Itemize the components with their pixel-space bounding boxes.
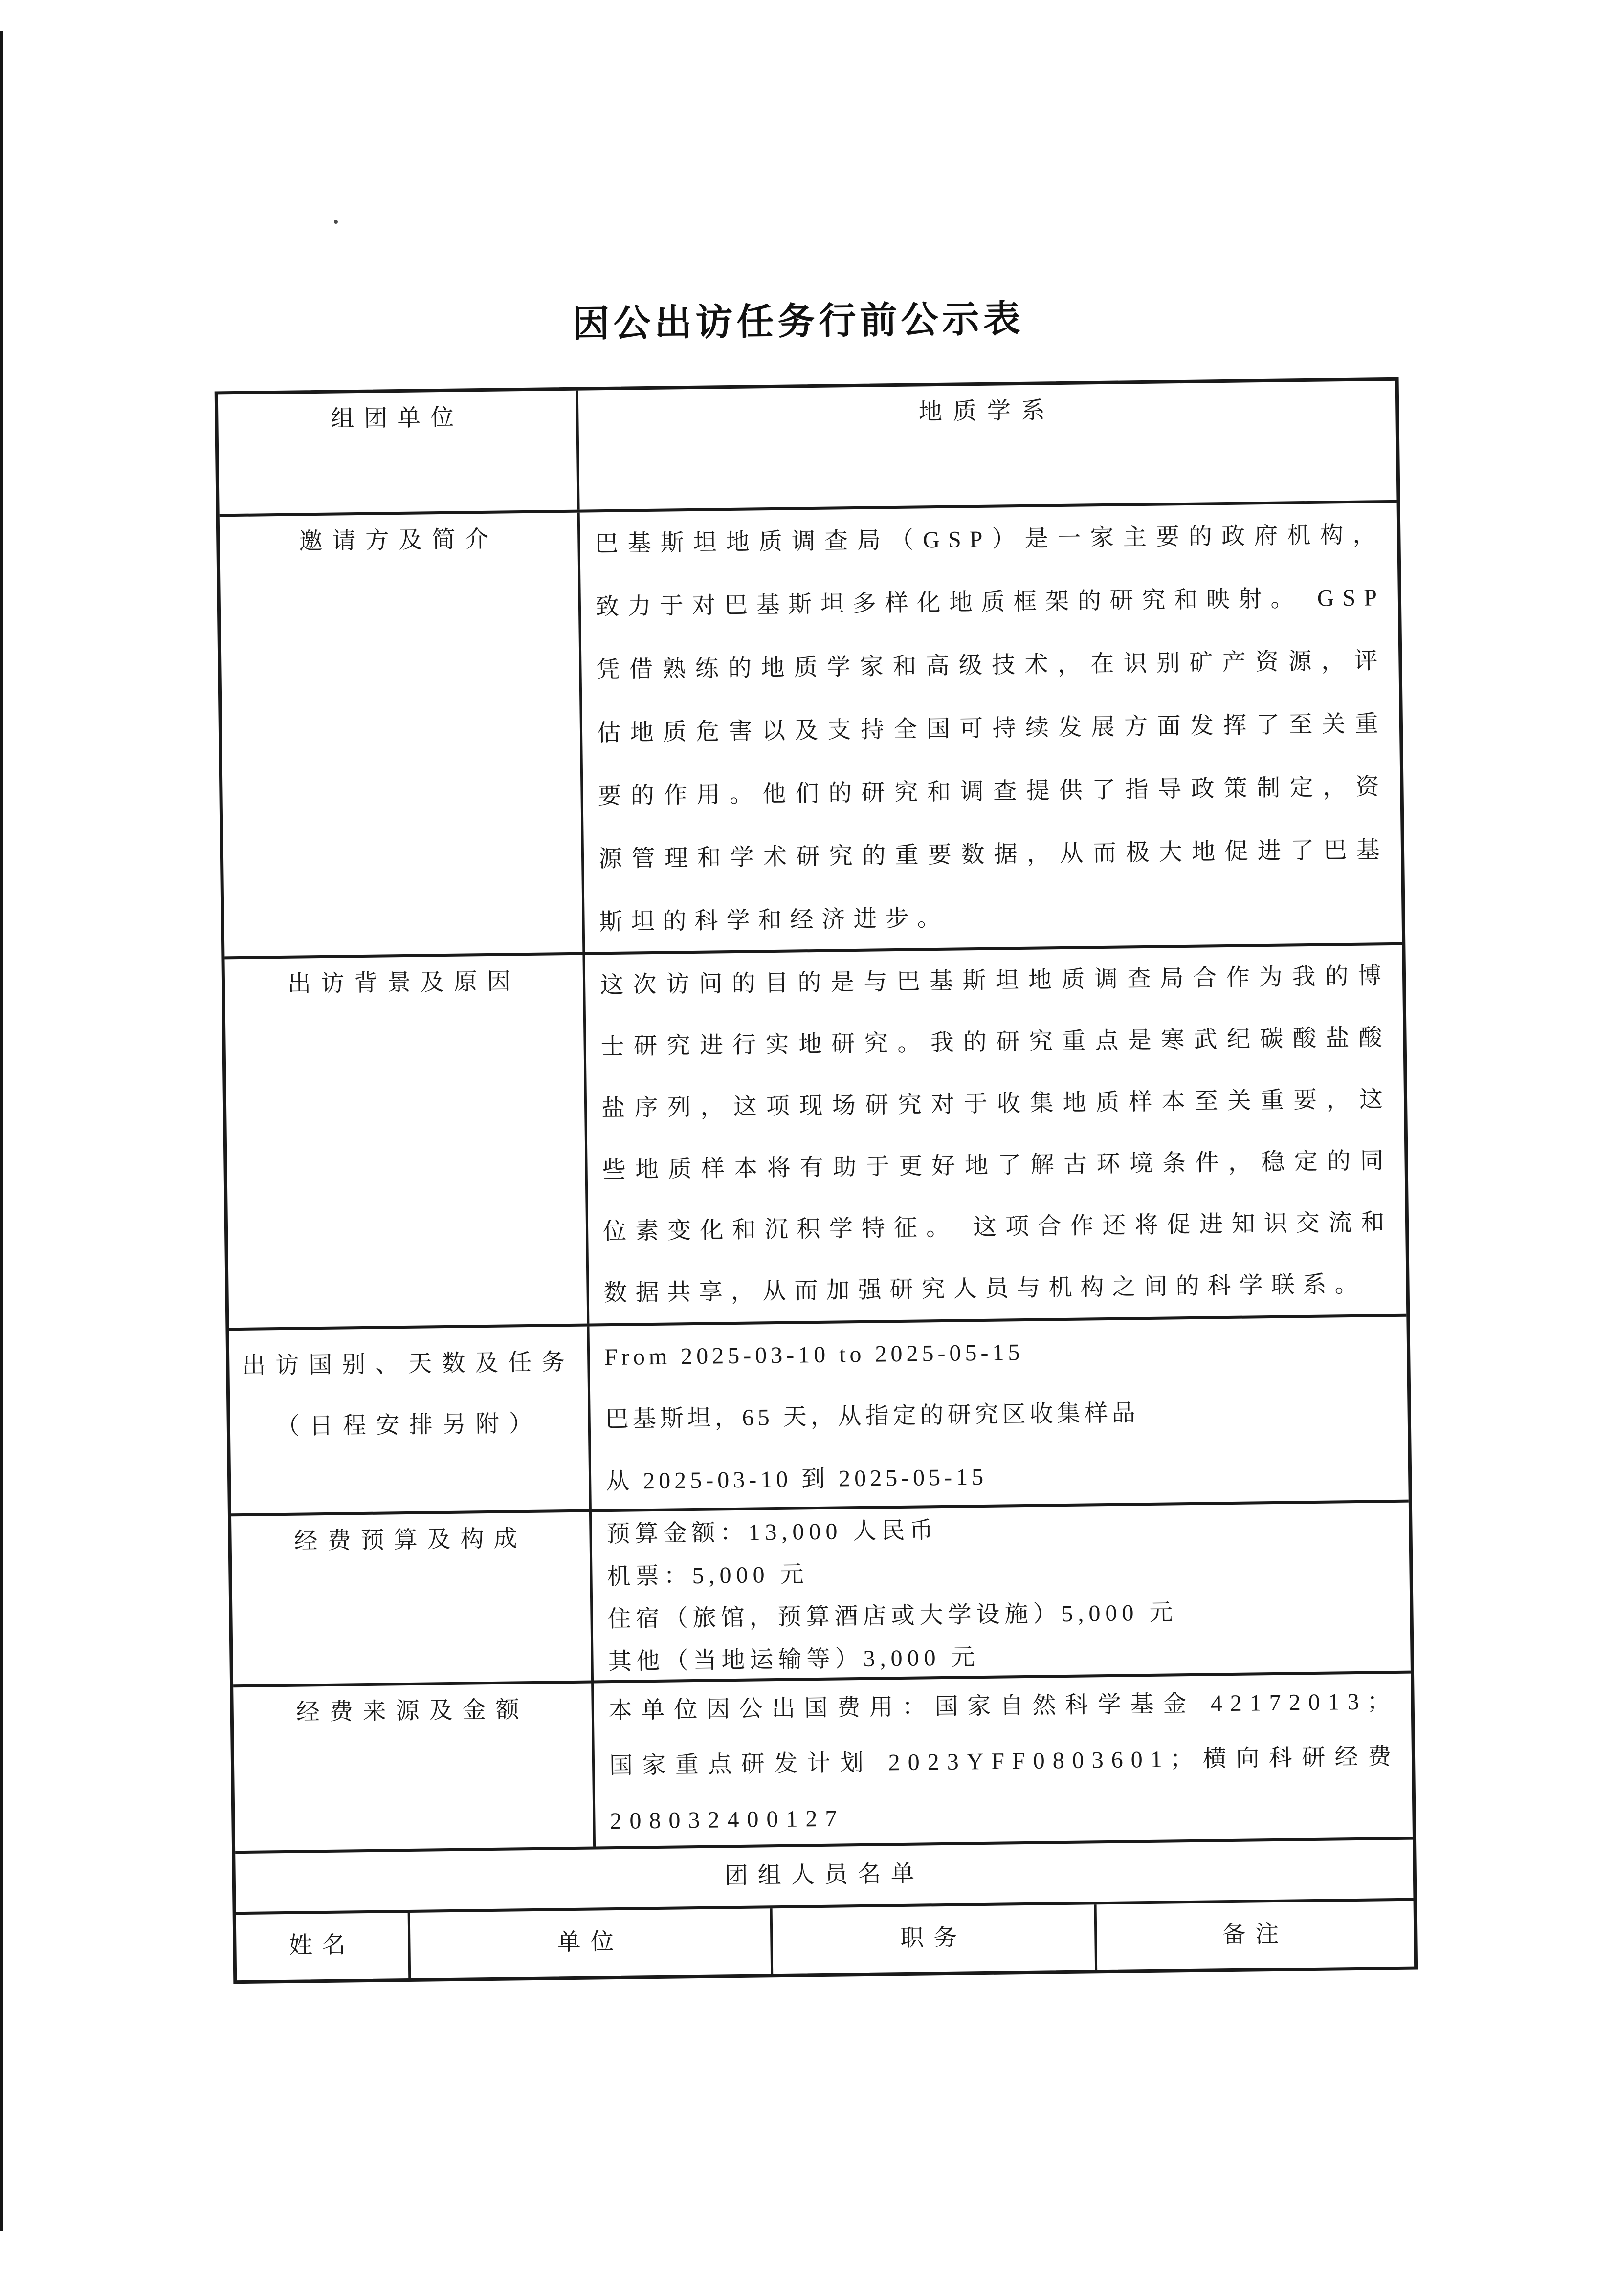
row-label-organizing-unit [218,391,580,514]
cell-destination-days-tasks-value [589,1317,1408,1509]
budget-other: 其他（当地运输等）3,000 元 [608,1644,980,1675]
trip-dates-en: From 2025-03-10 to 2025-05-15 [604,1339,1024,1371]
label-text: 组团单位 [331,404,464,432]
label-line-1: 出访国别、天数及任务 [242,1349,575,1379]
row-label-inviter-intro [220,513,585,957]
cell-inviter-intro-value: 巴基斯坦地质调查局（GSP）是一家主要的政府机构，致力于对巴基斯坦多样化地质框架的研究和映射。 GSP 凭借熟练的地质学家和高级技术，在识别矿产资源，评估地质危害以及支持全国可持续发展方面发挥了至关重要的作用。他们的研究和调查提供了指导政策制定，资源管理和学术研究的重要数据，从而极大地促进了巴基斯坦的科学和经济进步。 [595,522,1389,936]
label-text: 经费来源及金额 [296,1697,530,1726]
budget-total: 预算金额：13,000 人民币 [606,1517,938,1548]
cell-funding-source-value: 本单位因公出国费用：国家自然科学基金 42172013；国家重点研发计划 2023YFF0803601；横向科研经费 208032400127 [608,1688,1399,1835]
label-line-2: （日程安排另附） [276,1410,543,1440]
page-title: 因公出访任务行前公示表 [572,298,1025,345]
cell-organizing-unit-value [578,381,1397,510]
trip-destination-days: 巴基斯坦，65 天，从指定的研究区收集样品 [605,1400,1139,1433]
cell-visit-background-value: 这次访问的目的是与巴基斯坦地质调查局合作为我的博士研究进行实地研究。我的研究重点是寒武纪碳酸盐酸盐序列，这项现场研究对于收集地质样本至关重要，这些地质样本将有助于更好地了解古环境条件，稳定的同位素变化和沉积学特征。 这项合作还将促进知识交流和数据共享，从而加强研究人员与机构之间的科学联系。 [599,963,1393,1307]
row-label-budget-composition [231,1512,594,1685]
cell-budget-composition-value [592,1503,1411,1681]
row-label-funding-source [233,1683,596,1851]
member-header-name: 姓名 [236,1913,411,1980]
table-row-member-headers [236,1898,1414,1981]
budget-lodging: 住宿（旅馆，预算酒店或大学设施）5,000 元 [607,1599,1178,1633]
table-row-inviter-intro [220,500,1402,957]
label-text: 出访背景及原因 [287,968,521,997]
table-row-destination-days-tasks [229,1314,1408,1514]
table-row-budget-composition [231,1500,1411,1685]
member-header-unit: 单位 [410,1908,774,1978]
member-header-position: 职务 [773,1904,1098,1974]
label-text: 经费预算及构成 [294,1526,527,1554]
row-label-destination-days-tasks [229,1327,592,1514]
row-label-visit-background [224,955,589,1328]
trip-dates-zh: 从 2025-03-10 到 2025-05-15 [605,1464,988,1495]
group-list-title: 团组人员名单 [724,1860,925,1889]
table-row-visit-background [224,942,1406,1328]
table-row-funding-source [233,1671,1413,1851]
member-header-remarks: 备注 [1221,1921,1289,1948]
table-row-organizing-unit [218,381,1397,514]
budget-airfare: 机票：5,000 元 [607,1561,809,1590]
label-text: 邀请方及简介 [299,526,499,555]
value-text: 地质学系 [918,397,1056,425]
pre-departure-form-table [215,377,1418,1984]
